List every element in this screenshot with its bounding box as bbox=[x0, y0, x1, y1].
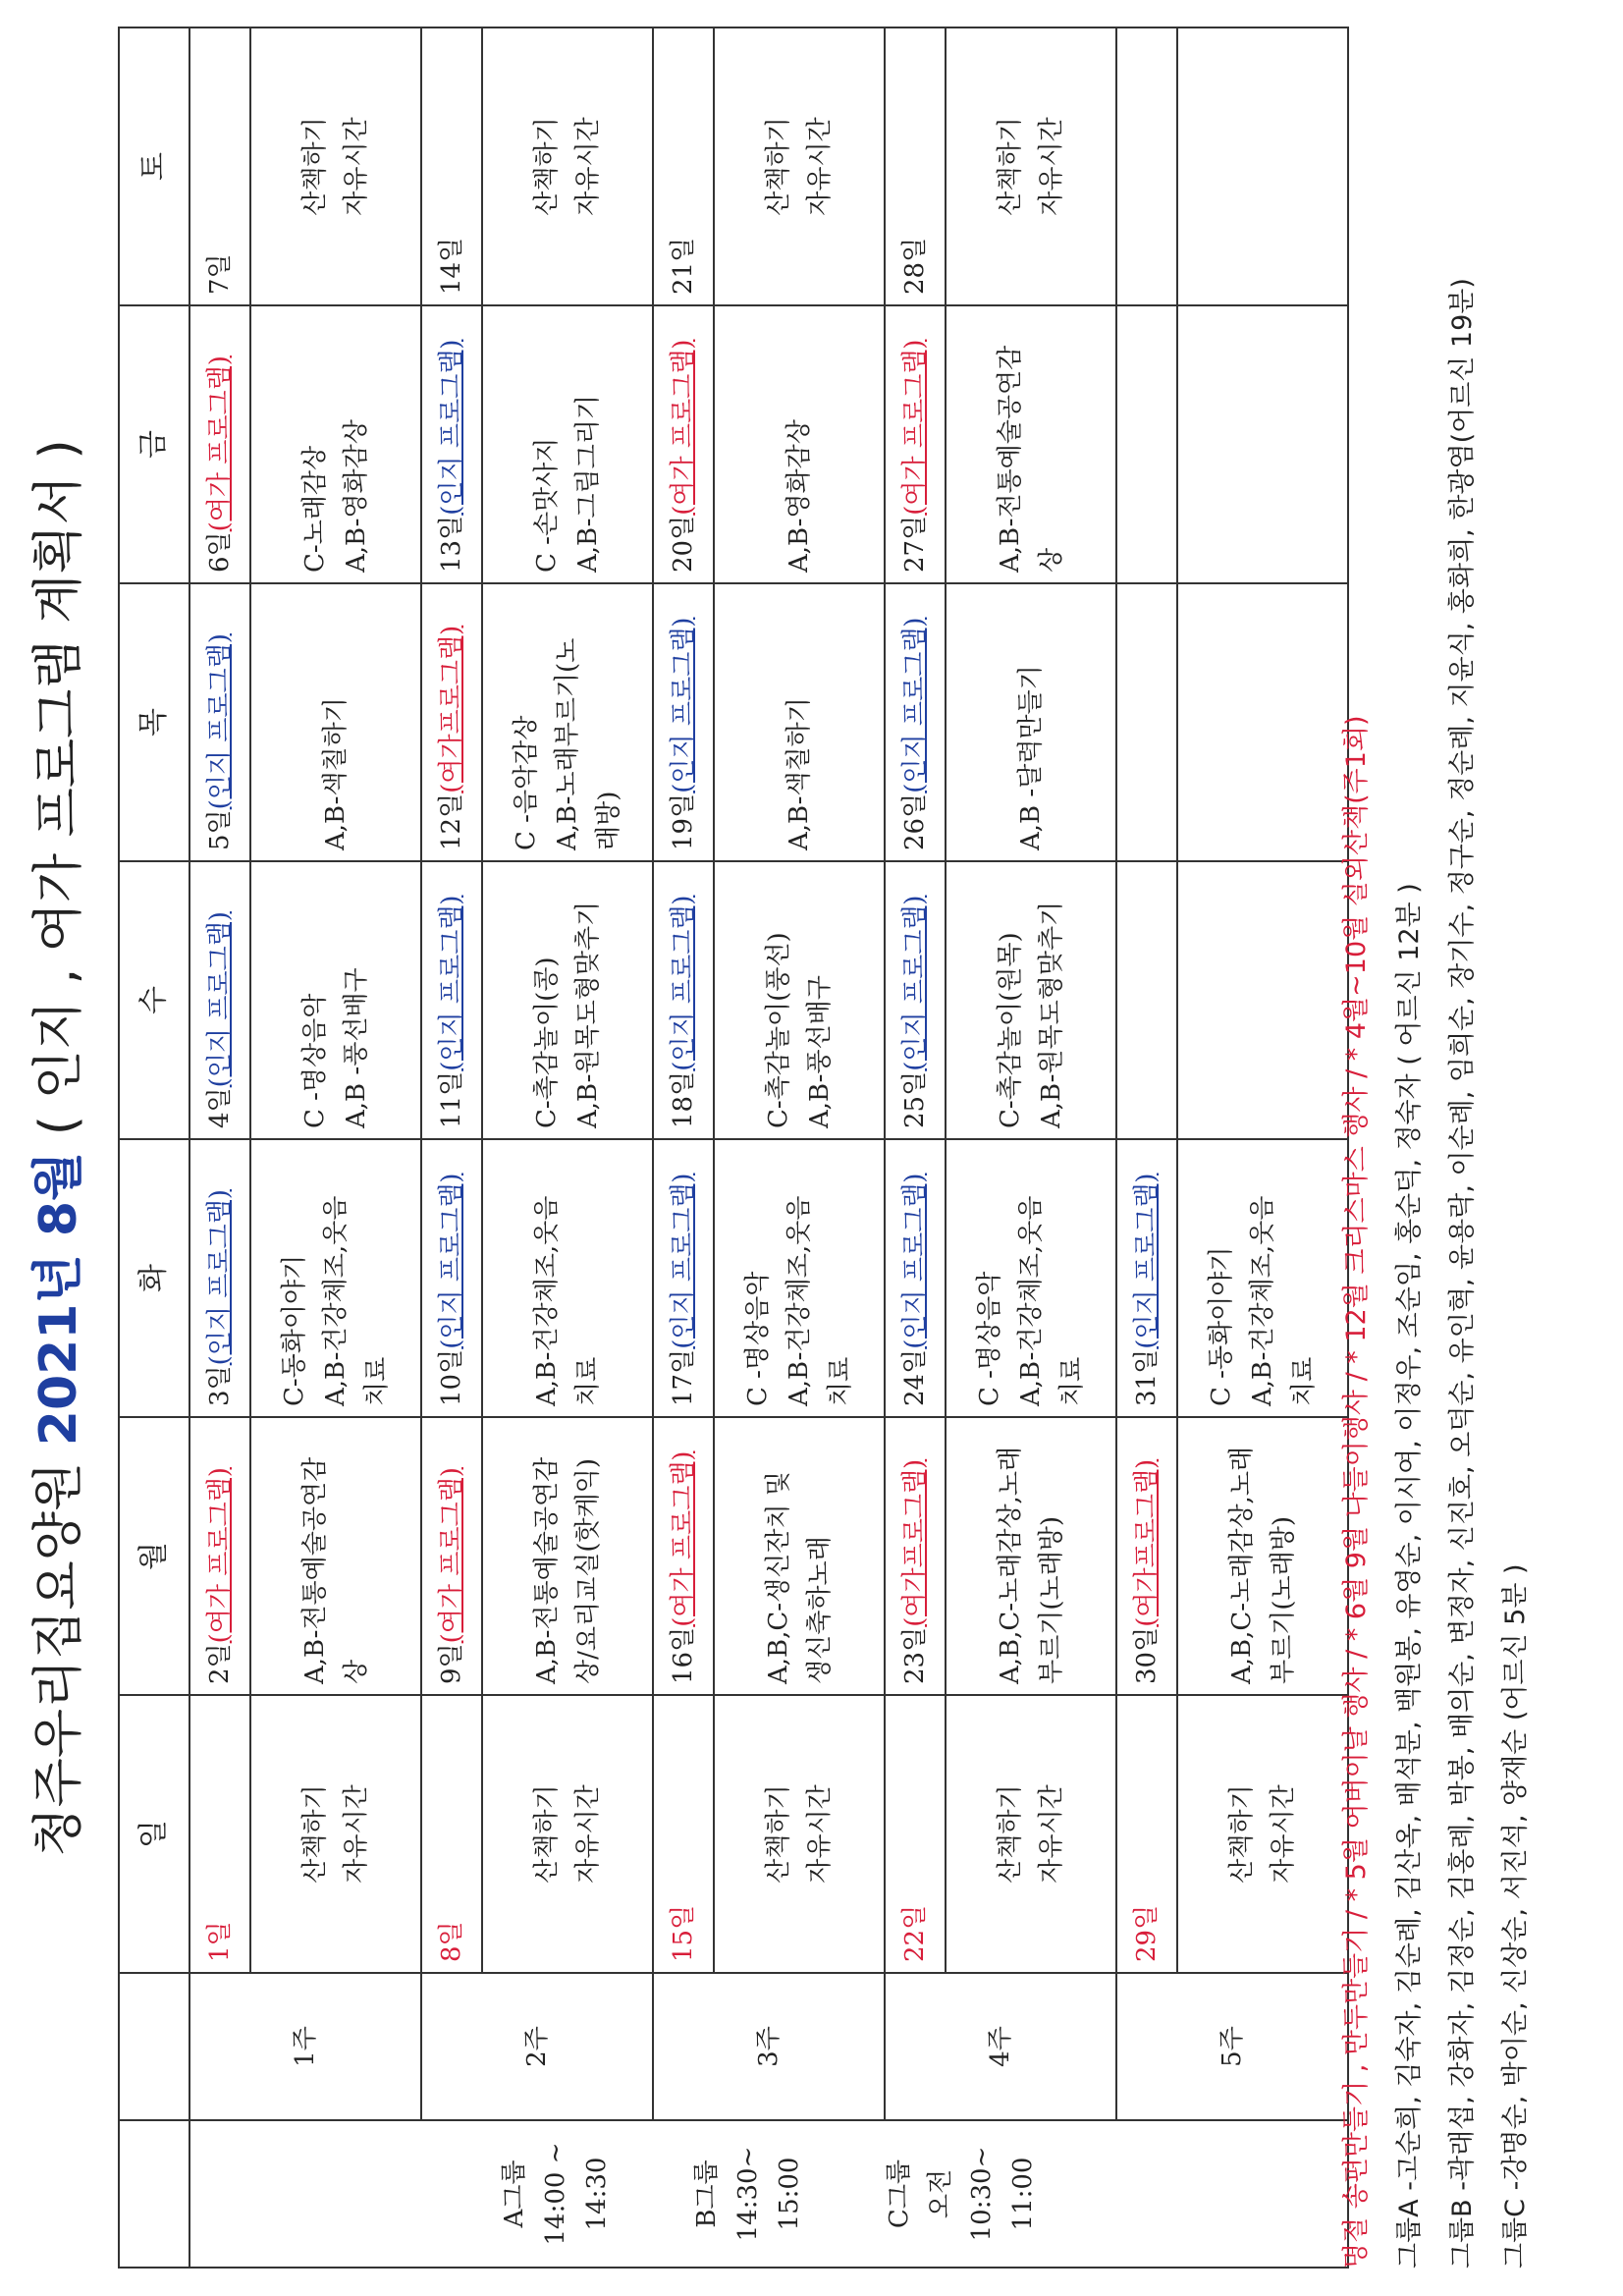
date-number: 9일 bbox=[437, 1643, 466, 1684]
activity-line: A,B-건강체조,웃음 bbox=[532, 1195, 562, 1406]
week-label: 1주 bbox=[189, 1973, 421, 2120]
week-label: 3주 bbox=[653, 1973, 885, 2120]
activity-cell bbox=[946, 861, 1116, 1139]
program-type: (여가프로그램) bbox=[1132, 1458, 1162, 1627]
group-label-line: 14:30~ bbox=[733, 2146, 763, 2242]
activity-line: 상 bbox=[342, 1659, 371, 1684]
day-header: 화 bbox=[119, 1139, 189, 1417]
activity-cell bbox=[714, 861, 885, 1139]
activity-cell bbox=[1177, 861, 1348, 1139]
activity-line: 산책하기 bbox=[764, 117, 793, 216]
date-cell bbox=[1116, 1695, 1177, 1973]
activity-line: 산책하기 bbox=[996, 117, 1025, 216]
day-header: 수 bbox=[119, 861, 189, 1139]
activity-line: 래방) bbox=[594, 791, 623, 850]
date-number: 20일 bbox=[669, 515, 698, 573]
date-cell bbox=[189, 861, 250, 1139]
activity-line: A,B-영화감상 bbox=[784, 419, 814, 573]
activity-line: A,B-노래부르기(노 bbox=[553, 637, 582, 850]
date-number: 6일 bbox=[205, 531, 235, 573]
activity-row bbox=[714, 27, 885, 2268]
group-b-members: 그룹B -곽래섭, 강화자, 김정순, 김홍례, 박봉, 배의순, 변정자, 신진호, 오덕순, 유인혁, 윤용락, 이순례, 임희순, 장기수, 정구순, 정순례, 지윤식, 홍화희, 한광염(어르신 19분) bbox=[1447, 278, 1478, 2269]
date-number: 10일 bbox=[437, 1348, 466, 1406]
activity-row bbox=[482, 27, 653, 2268]
activity-line: 산책하기 bbox=[532, 1784, 562, 1884]
activity-line: 부르기(노래방) bbox=[1037, 1516, 1066, 1684]
activity-cell bbox=[1177, 583, 1348, 861]
schedule-table bbox=[118, 27, 1349, 2269]
activity-line: 산책하기 bbox=[1227, 1784, 1257, 1884]
date-number: 5일 bbox=[205, 809, 235, 850]
activity-cell bbox=[1177, 1139, 1348, 1417]
header-blank bbox=[119, 1973, 189, 2120]
date-number: 11일 bbox=[437, 1070, 466, 1128]
header-blank bbox=[119, 2120, 189, 2268]
activity-cell bbox=[946, 583, 1116, 861]
activity-line: 상 bbox=[1037, 547, 1066, 573]
activity-cell bbox=[714, 1139, 885, 1417]
program-type: (인지 프로그램) bbox=[437, 895, 466, 1071]
activity-line: A,B,C-생신잔치 및 bbox=[764, 1471, 793, 1684]
activity-cell bbox=[1177, 1695, 1348, 1973]
date-cell bbox=[653, 583, 714, 861]
activity-line: A,B-건강체조,웃음 bbox=[784, 1195, 814, 1406]
activity-line: 자유시간 bbox=[573, 1784, 603, 1884]
activity-cell bbox=[946, 1417, 1116, 1695]
activity-cell bbox=[250, 583, 421, 861]
activity-line: A,B-전통예술공연감 bbox=[996, 345, 1025, 573]
program-type: (여가 프로그램) bbox=[205, 1467, 235, 1644]
activity-line: A,B-풍선배구 bbox=[805, 975, 835, 1128]
activity-line: A,B-건강체조,웃음 bbox=[321, 1195, 351, 1406]
activity-line: C-동화이야기 bbox=[280, 1254, 309, 1406]
activity-cell bbox=[250, 1139, 421, 1417]
date-cell bbox=[421, 861, 482, 1139]
week-label: 4주 bbox=[885, 1973, 1116, 2120]
title-month: 2021년 8월 bbox=[29, 1151, 88, 1447]
program-type: (인지 프로그램) bbox=[900, 617, 930, 793]
date-cell bbox=[885, 1695, 946, 1973]
week-label: 2주 bbox=[421, 1973, 653, 2120]
group-a-members: 그룹A -고순희, 김숙자, 김순례, 김산옥, 배석분, 백원봉, 유영순, 이시여, 이정우, 조순임, 홍순덕, 정숙자 ( 어르신 12분 ) bbox=[1394, 883, 1425, 2269]
date-number: 7일 bbox=[205, 253, 235, 295]
program-type: (인지 프로그램) bbox=[1132, 1173, 1162, 1349]
day-header: 월 bbox=[119, 1417, 189, 1695]
date-number: 27일 bbox=[900, 515, 930, 573]
events-note: 명절 송편만들기 , 만두만들기 / * 5월 어버이날 행사 / * 6월 9월 나들이행사 / * 12월 크리스마스 행사 / * 4월~10월 실외산책(주1회) bbox=[1341, 715, 1372, 2269]
date-number: 29일 bbox=[1132, 1904, 1162, 1962]
activity-line: 산책하기 bbox=[300, 117, 330, 216]
activity-line: 자유시간 bbox=[342, 117, 371, 216]
activity-line: A,B -풍선배구 bbox=[342, 967, 371, 1128]
date-number: 17일 bbox=[669, 1348, 698, 1406]
date-cell bbox=[1116, 1417, 1177, 1695]
date-cell bbox=[653, 1695, 714, 1973]
activity-line: 자유시간 bbox=[1269, 1784, 1298, 1884]
date-number: 18일 bbox=[669, 1070, 698, 1128]
activity-cell bbox=[482, 583, 653, 861]
activity-cell bbox=[714, 1695, 885, 1973]
day-header-row bbox=[119, 27, 189, 2268]
activity-line: C -명상음악 bbox=[743, 1271, 773, 1406]
program-type: (여가 프로그램) bbox=[205, 355, 235, 532]
date-cell bbox=[653, 1139, 714, 1417]
activity-row bbox=[1177, 27, 1348, 2268]
activity-line: C -음악감상 bbox=[512, 715, 541, 850]
date-row bbox=[885, 27, 946, 2268]
program-type: (여가 프로그램) bbox=[669, 339, 698, 516]
date-number: 13일 bbox=[437, 515, 466, 573]
date-number: 2일 bbox=[205, 1643, 235, 1684]
activity-line: C -명상음악 bbox=[975, 1271, 1004, 1406]
activity-line: A,B-원목도형맞추기 bbox=[573, 901, 603, 1128]
date-number: 16일 bbox=[669, 1626, 698, 1684]
date-cell bbox=[1116, 305, 1177, 583]
activity-line: 자유시간 bbox=[1037, 117, 1066, 216]
activity-cell bbox=[946, 1139, 1116, 1417]
date-row bbox=[653, 27, 714, 2268]
title-prefix: 청주우리집요양원 bbox=[29, 1461, 88, 1857]
date-number: 24일 bbox=[900, 1348, 930, 1406]
day-header: 일 bbox=[119, 1695, 189, 1973]
activity-cell bbox=[250, 1417, 421, 1695]
activity-line: 산책하기 bbox=[532, 117, 562, 216]
activity-cell bbox=[482, 27, 653, 305]
date-cell bbox=[421, 1417, 482, 1695]
date-cell bbox=[653, 861, 714, 1139]
activity-line: 치료 bbox=[362, 1356, 392, 1406]
activity-line: 자유시간 bbox=[1037, 1784, 1066, 1884]
date-number: 28일 bbox=[900, 237, 930, 295]
date-cell bbox=[885, 305, 946, 583]
date-cell bbox=[885, 27, 946, 305]
program-type: (인지 프로그램) bbox=[437, 1173, 466, 1349]
group-label-line: A그룹 bbox=[500, 2159, 529, 2228]
date-number: 4일 bbox=[205, 1087, 235, 1128]
activity-cell bbox=[946, 27, 1116, 305]
activity-line: C-노래감상 bbox=[300, 445, 330, 573]
activity-cell bbox=[482, 305, 653, 583]
activity-line: 자유시간 bbox=[342, 1784, 371, 1884]
program-type: (인지 프로그램) bbox=[669, 1173, 698, 1349]
activity-cell bbox=[250, 305, 421, 583]
date-cell bbox=[189, 583, 250, 861]
date-cell bbox=[189, 1695, 250, 1973]
date-cell bbox=[421, 1695, 482, 1973]
activity-row bbox=[946, 27, 1116, 2268]
group-b-label bbox=[686, 2131, 810, 2257]
program-type: (여가프로그램) bbox=[437, 625, 466, 793]
group-label-line: 오전 bbox=[926, 2168, 955, 2219]
date-cell bbox=[421, 583, 482, 861]
title-suffix: ( 인지 , 여가 프로그램 계획서 ) bbox=[29, 439, 88, 1136]
date-cell bbox=[1116, 1139, 1177, 1417]
activity-line: C-촉감놀이(풍선) bbox=[764, 932, 793, 1128]
activity-cell bbox=[250, 27, 421, 305]
date-row bbox=[1116, 27, 1177, 2268]
activity-line: 치료 bbox=[826, 1356, 855, 1406]
activity-cell bbox=[946, 1695, 1116, 1973]
group-label-line: C그룹 bbox=[885, 2159, 914, 2229]
program-type: (인지 프로그램) bbox=[205, 911, 235, 1088]
activity-line: 산책하기 bbox=[764, 1784, 793, 1884]
day-header: 목 bbox=[119, 583, 189, 861]
activity-cell bbox=[714, 583, 885, 861]
activity-cell bbox=[482, 1139, 653, 1417]
date-cell bbox=[189, 305, 250, 583]
activity-row bbox=[250, 27, 421, 2268]
day-header: 토 bbox=[119, 27, 189, 305]
date-number: 25일 bbox=[900, 1070, 930, 1128]
date-row bbox=[189, 27, 250, 2268]
program-type: (여가 프로그램) bbox=[437, 1467, 466, 1644]
date-number: 31일 bbox=[1132, 1348, 1162, 1406]
date-cell bbox=[885, 861, 946, 1139]
activity-cell bbox=[482, 861, 653, 1139]
activity-line: A,B-그림그리기 bbox=[573, 395, 603, 573]
date-cell bbox=[189, 27, 250, 305]
page-title bbox=[20, 0, 98, 2296]
activity-line: A,B-색칠하기 bbox=[784, 697, 814, 850]
date-cell bbox=[653, 1417, 714, 1695]
date-cell bbox=[1116, 583, 1177, 861]
activity-line: A,B -달력만들기 bbox=[1016, 665, 1046, 850]
group-label-line: 14:30 bbox=[582, 2157, 612, 2231]
date-cell bbox=[421, 305, 482, 583]
activity-line: C -동화이야기 bbox=[1207, 1246, 1236, 1406]
program-type: (인지 프로그램) bbox=[900, 1173, 930, 1349]
group-label-line: 10:30~ bbox=[967, 2146, 997, 2242]
date-number: 1일 bbox=[205, 1921, 235, 1962]
program-type: (여가 프로그램) bbox=[669, 1450, 698, 1627]
activity-line: A,B-건강체조,웃음 bbox=[1016, 1195, 1046, 1406]
group-c-members: 그룹C -강명순, 박이순, 신상순, 서진석, 양재순 (어르신 5분 ) bbox=[1500, 1563, 1531, 2269]
activity-line: 생신축하노래 bbox=[805, 1536, 835, 1684]
date-number: 30일 bbox=[1132, 1626, 1162, 1684]
activity-cell bbox=[714, 1417, 885, 1695]
program-type: (인지 프로그램) bbox=[437, 339, 466, 516]
activity-cell bbox=[714, 27, 885, 305]
date-cell bbox=[885, 1417, 946, 1695]
group-label-line: 14:00 ~ bbox=[541, 2142, 570, 2246]
date-cell bbox=[421, 27, 482, 305]
activity-line: C -명상음악 bbox=[300, 993, 330, 1128]
date-cell bbox=[653, 27, 714, 305]
activity-line: 산책하기 bbox=[300, 1784, 330, 1884]
date-cell bbox=[421, 1139, 482, 1417]
program-type: (인지 프로그램) bbox=[205, 1189, 235, 1366]
date-number: 14일 bbox=[437, 237, 466, 295]
date-number: 12일 bbox=[437, 793, 466, 850]
group-label-line: 11:00 bbox=[1008, 2157, 1038, 2231]
date-number: 15일 bbox=[669, 1904, 698, 1962]
date-cell bbox=[1116, 861, 1177, 1139]
activity-line: 치료 bbox=[573, 1356, 603, 1406]
date-number: 22일 bbox=[900, 1904, 930, 1962]
date-number: 21일 bbox=[669, 237, 698, 295]
activity-cell bbox=[482, 1695, 653, 1973]
activity-cell bbox=[250, 1695, 421, 1973]
activity-cell bbox=[1177, 1417, 1348, 1695]
activity-cell bbox=[1177, 305, 1348, 583]
activity-line: 산책하기 bbox=[996, 1784, 1025, 1884]
group-c-label bbox=[879, 2131, 1044, 2257]
program-type: (인지 프로그램) bbox=[900, 895, 930, 1071]
activity-line: 부르기(노래방) bbox=[1269, 1516, 1298, 1684]
program-type: (인지 프로그램) bbox=[669, 895, 698, 1071]
activity-line: C-촉감놀이(콩) bbox=[532, 957, 562, 1128]
date-cell bbox=[885, 1139, 946, 1417]
day-header: 금 bbox=[119, 305, 189, 583]
program-type: (인지 프로그램) bbox=[669, 617, 698, 793]
activity-line: 상/요리교실(핫케익) bbox=[573, 1458, 603, 1684]
date-number: 8일 bbox=[437, 1921, 466, 1962]
activity-line: A,B-색칠하기 bbox=[321, 697, 351, 850]
week-label: 5주 bbox=[1116, 1973, 1348, 2120]
date-cell bbox=[653, 305, 714, 583]
date-cell bbox=[1116, 27, 1177, 305]
activity-line: A,B-건강체조,웃음 bbox=[1248, 1195, 1277, 1406]
activity-line: A,B,C-노래감상,노래 bbox=[996, 1446, 1025, 1684]
date-cell bbox=[189, 1417, 250, 1695]
date-row bbox=[421, 27, 482, 2268]
group-label-line: 15:00 bbox=[775, 2157, 804, 2231]
group-column bbox=[189, 2120, 1348, 2268]
activity-line: A,B-전통예술공연감 bbox=[300, 1456, 330, 1684]
date-number: 23일 bbox=[900, 1626, 930, 1684]
activity-line: 자유시간 bbox=[805, 1784, 835, 1884]
date-number: 3일 bbox=[205, 1365, 235, 1406]
date-cell bbox=[885, 583, 946, 861]
date-number: 26일 bbox=[900, 793, 930, 850]
activity-cell bbox=[482, 1417, 653, 1695]
activity-cell bbox=[714, 305, 885, 583]
date-cell bbox=[189, 1139, 250, 1417]
activity-line: A,B-원목도형맞추기 bbox=[1037, 901, 1066, 1128]
activity-line: 치료 bbox=[1289, 1356, 1319, 1406]
activity-line: C-촉감놀이(원목) bbox=[996, 932, 1025, 1128]
activity-line: 자유시간 bbox=[573, 117, 603, 216]
activity-cell bbox=[946, 305, 1116, 583]
activity-line: A,B-영화감상 bbox=[342, 419, 371, 573]
activity-cell bbox=[250, 861, 421, 1139]
activity-line: 치료 bbox=[1057, 1356, 1087, 1406]
group-label-line: B그룹 bbox=[692, 2159, 722, 2228]
activity-line: C -손맛사지 bbox=[532, 437, 562, 573]
activity-line: A,B-전통예술공연감 bbox=[532, 1456, 562, 1684]
activity-line: 자유시간 bbox=[805, 117, 835, 216]
group-a-label bbox=[494, 2131, 618, 2257]
program-type: (여가프로그램) bbox=[900, 1458, 930, 1627]
activity-line: A,B,C-노래감상,노래 bbox=[1227, 1446, 1257, 1684]
program-type: (인지 프로그램) bbox=[205, 633, 235, 810]
activity-cell bbox=[1177, 27, 1348, 305]
date-number: 19일 bbox=[669, 793, 698, 850]
program-type: (여가 프로그램) bbox=[900, 339, 930, 516]
notes-section bbox=[1330, 27, 1542, 2269]
